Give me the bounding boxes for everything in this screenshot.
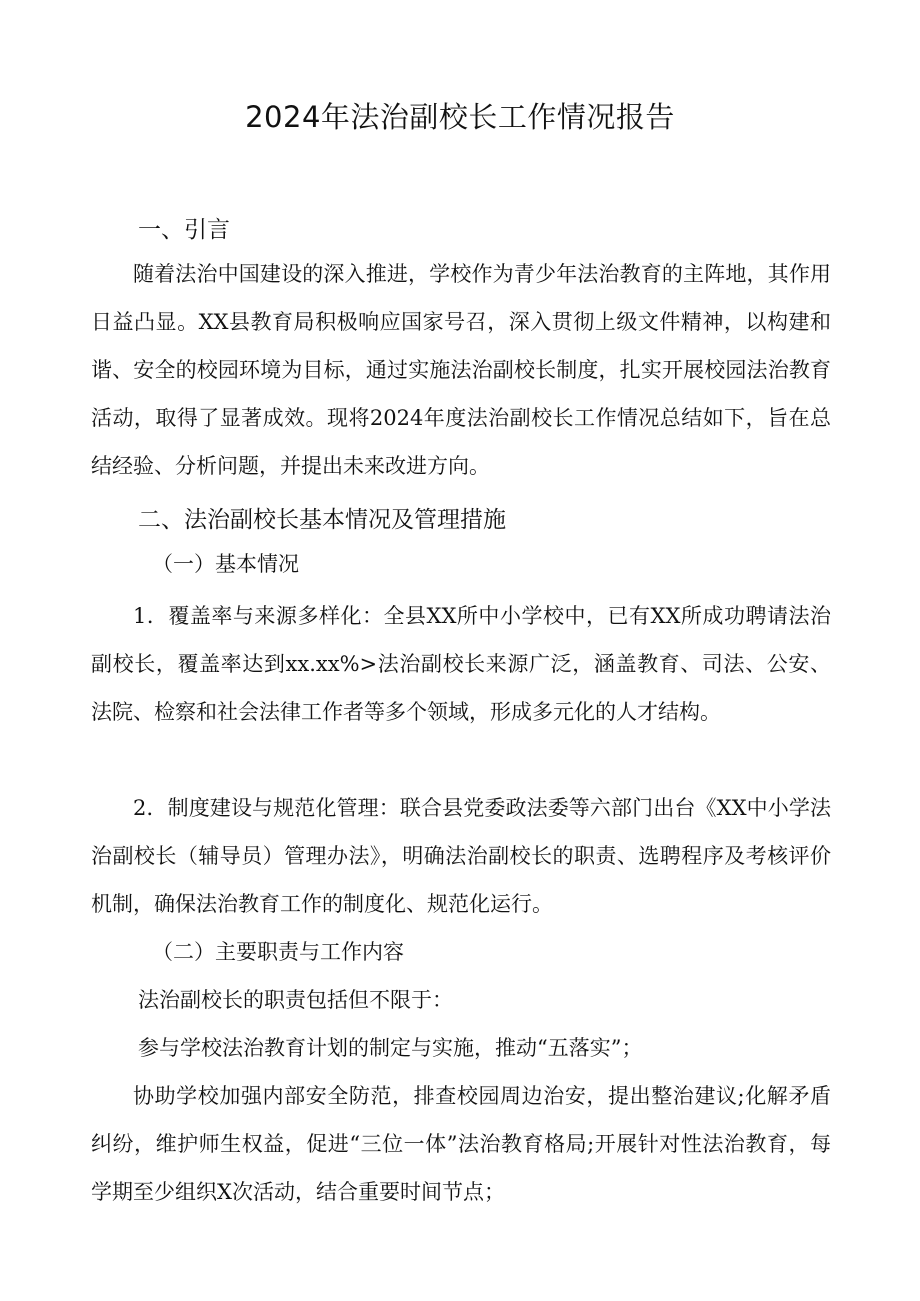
section-heading-intro: 一、引言 xyxy=(138,217,230,243)
section-heading-basic-management: 二、法治副校长基本情况及管理措施 xyxy=(138,507,506,533)
subsection-heading-duties: （二）主要职责与工作内容 xyxy=(152,940,404,964)
item-regulation-paragraph: 2．制度建设与规范化管理：联合县党委政法委等六部门出台《XX中小学法治副校长（辅导员）管理办法》，明确法治副校长的职责、选聘程序及考核评价机制，确保法治教育工作的制度化、规范化运行。 xyxy=(91,796,831,916)
duty-planning-paragraph: 参与学校法治教育计划的制定与实施，推动“五落实”； xyxy=(138,1036,643,1060)
subsection-heading-basic-info: （一）基本情况 xyxy=(152,552,299,576)
document-title: 2024年法治副校长工作情况报告 xyxy=(245,100,675,134)
duty-safety-paragraph: 协助学校加强内部安全防范，排查校园周边治安，提出整治建议;化解矛盾纠纷，维护师生权益，促进“三位一体”法治教育格局;开展针对性法治教育，每学期至少组织X次活动，结合重要时间节点； xyxy=(91,1084,831,1204)
item-coverage-paragraph: 1．覆盖率与来源多样化：全县XX所中小学校中，已有XX所成功聘请法治副校长，覆盖率达到xx.xx%>法治副校长来源广泛，涵盖教育、司法、公安、法院、检察和社会法律工作者等多个领域，形成多元化的人才结构。 xyxy=(91,604,831,724)
duties-intro-paragraph: 法治副校长的职责包括但不限于： xyxy=(138,988,453,1012)
intro-paragraph: 随着法治中国建设的深入推进，学校作为青少年法治教育的主阵地，其作用日益凸显。XX县教育局积极响应国家号召，深入贯彻上级文件精神，以构建和谐、安全的校园环境为目标，通过实施法治副校长制度，扎实开展校园法治教育活动，取得了显著成效。现将2024年度法治副校长工作情况总结如下，旨在总结经验、分析问题，并提出未来改进方向。 xyxy=(91,262,831,478)
